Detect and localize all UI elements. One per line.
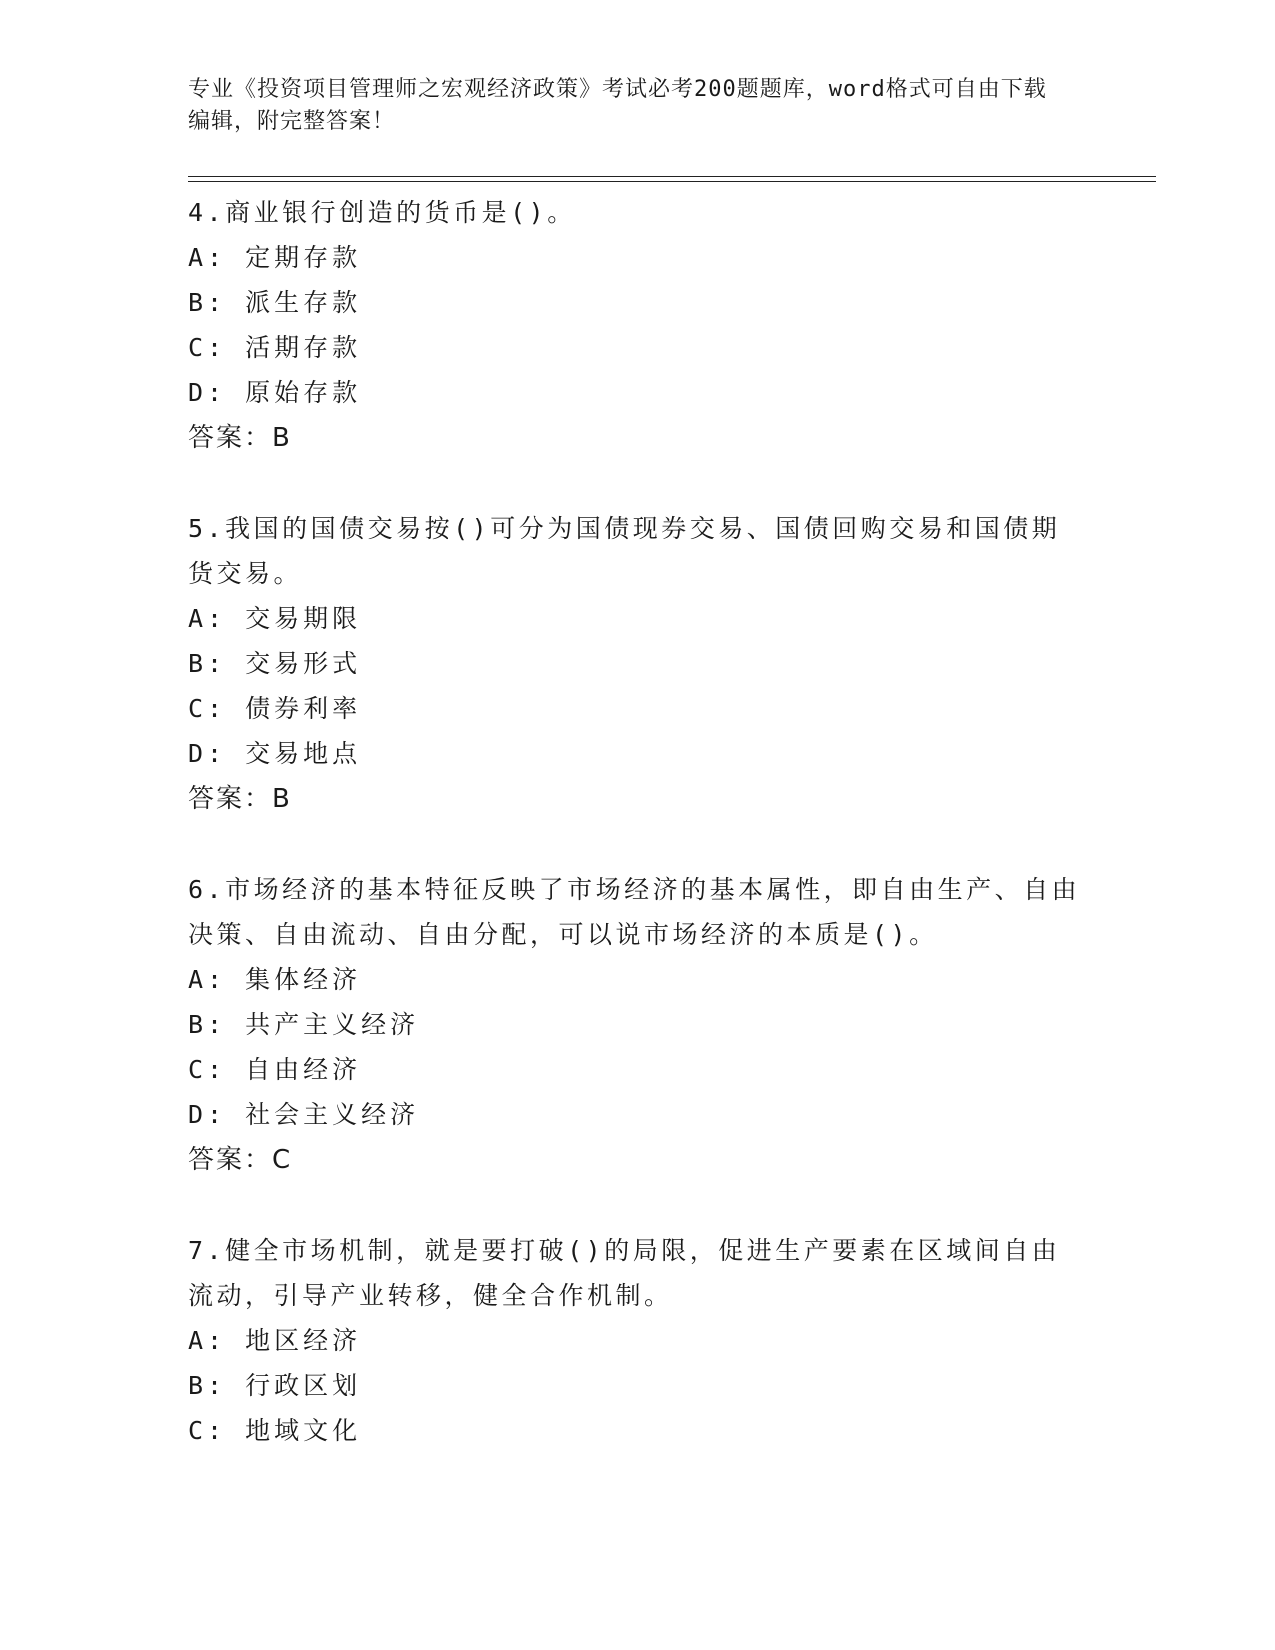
option-a: A: 地区经济 — [188, 1326, 362, 1355]
option-d: D: 交易地点 — [188, 739, 362, 768]
question-6 — [188, 867, 1088, 1183]
option-c: C: 活期存款 — [188, 333, 362, 362]
option-c: C: 地域文化 — [188, 1416, 362, 1445]
option-b: B: 行政区划 — [188, 1371, 362, 1400]
option-d: D: 社会主义经济 — [188, 1100, 420, 1129]
option-a: A: 交易期限 — [188, 604, 362, 633]
question-4 — [188, 190, 1088, 461]
option-c: C: 债券利率 — [188, 694, 362, 723]
question-5 — [188, 506, 1088, 822]
option-b: B: 交易形式 — [188, 649, 362, 678]
header-divider-top — [188, 176, 1156, 177]
header-divider-bottom — [188, 181, 1156, 182]
option-b: B: 派生存款 — [188, 288, 362, 317]
question-text: 4.商业银行创造的货币是()。 — [188, 198, 576, 227]
question-list — [188, 190, 1088, 1498]
question-text: 7.健全市场机制，就是要打破()的局限，促进生产要素在区域间自由流动，引导产业转移，健全合作机制。 — [188, 1236, 1061, 1310]
document-header: 专业《投资项目管理师之宏观经济政策》考试必考200题题库，word格式可自由下载编辑，附完整答案！ — [188, 77, 1047, 134]
question-text: 5.我国的国债交易按()可分为国债现券交易、国债回购交易和国债期货交易。 — [188, 514, 1061, 588]
option-b: B: 共产主义经济 — [188, 1010, 420, 1039]
option-a: A: 定期存款 — [188, 243, 362, 272]
option-c: C: 自由经济 — [188, 1055, 362, 1084]
answer: 答案：B — [188, 784, 292, 814]
question-text: 6.市场经济的基本特征反映了市场经济的基本属性，即自由生产、自由决策、自由流动、自由分配，可以说市场经济的本质是()。 — [188, 875, 1081, 949]
question-7 — [188, 1228, 1088, 1453]
answer: 答案：B — [188, 423, 292, 453]
option-a: A: 集体经济 — [188, 965, 362, 994]
option-d: D: 原始存款 — [188, 378, 362, 407]
answer: 答案：C — [188, 1145, 293, 1175]
